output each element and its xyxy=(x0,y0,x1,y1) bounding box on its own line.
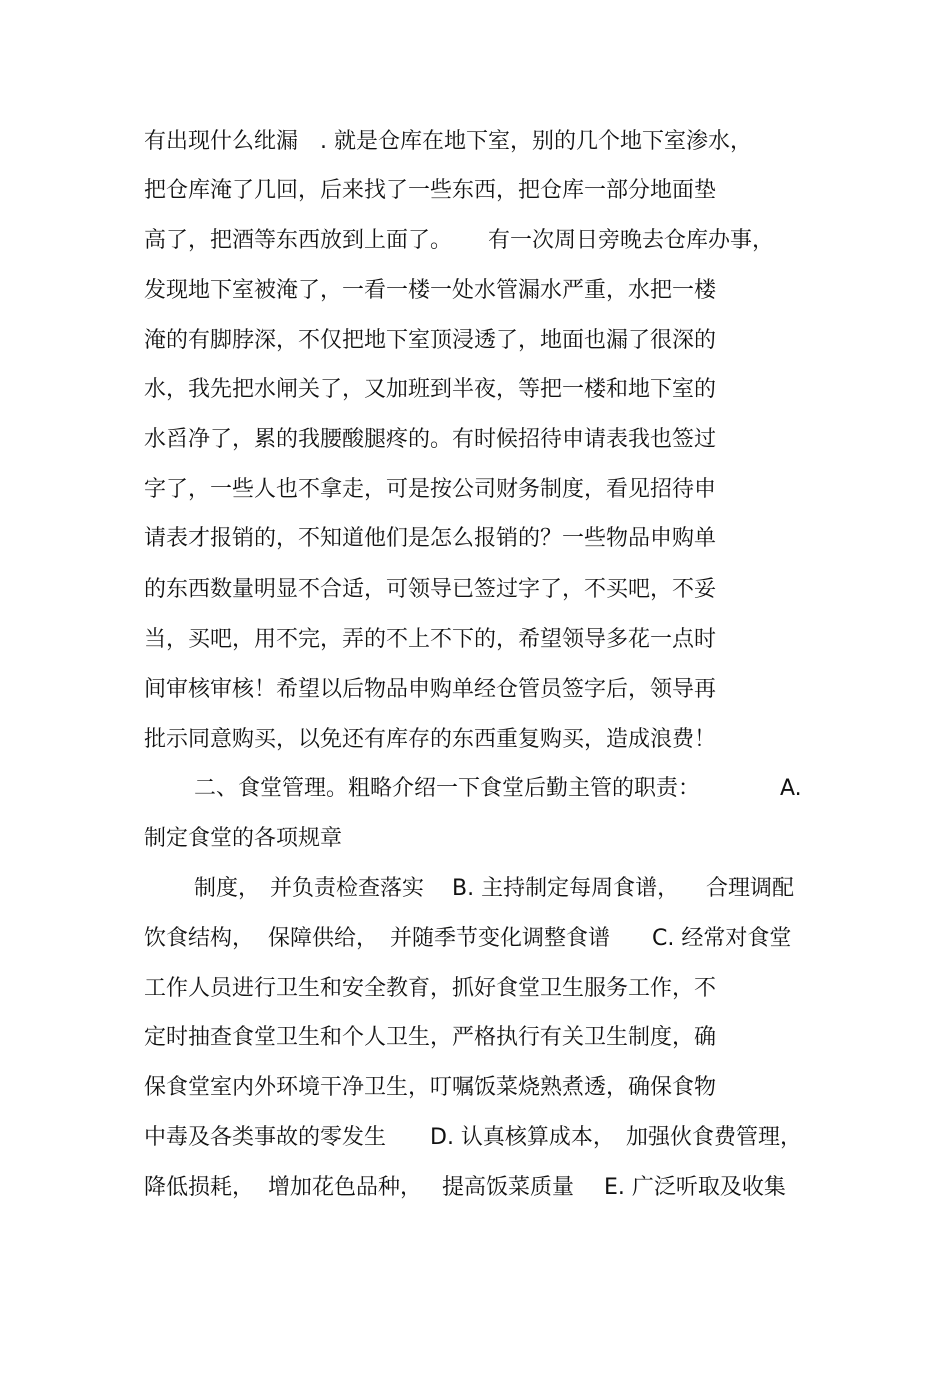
text-line xyxy=(0,1171,950,1205)
text-segment: 淹的有脚脖深，不仅把地下室顶浸透了，地面也漏了很深的 xyxy=(144,328,717,353)
text-line xyxy=(0,373,950,407)
text-segment: D. 认真核算成本， xyxy=(430,1125,615,1150)
text-segment: 加强伙食费管理， xyxy=(626,1125,803,1150)
text-segment: 发现地下室被淹了，一看一楼一处水管漏水严重，水把一楼 xyxy=(144,278,717,303)
text-segment: 字了，一些人也不拿走，可是按公司财务制度，看见招待申 xyxy=(144,477,717,502)
text-segment: 中毒及各类事故的零发生 xyxy=(144,1125,387,1150)
text-line xyxy=(0,822,950,856)
text-line xyxy=(0,1071,950,1105)
text-line xyxy=(0,423,950,457)
text-line xyxy=(0,125,950,159)
text-segment: 保障供给， xyxy=(268,926,379,951)
text-segment: 工作人员进行卫生和安全教育，抓好食堂卫生服务工作，不 xyxy=(144,976,717,1001)
text-line xyxy=(0,872,950,906)
text-segment: . 就是仓库在地下室，别的几个地下室渗水， xyxy=(320,129,752,154)
text-segment: 提高饭菜质量 xyxy=(442,1175,575,1200)
text-line xyxy=(0,922,950,956)
text-line xyxy=(0,573,950,607)
text-segment: 二、食堂管理。粗略介绍一下食堂后勤主管的职责： xyxy=(194,776,701,801)
text-segment: 的东西数量明显不合适，可领导已签过字了，不买吧，不妥 xyxy=(144,577,717,602)
text-segment: E. 广泛听取及收集 xyxy=(604,1175,786,1200)
text-segment: 有出现什么纰漏 xyxy=(144,129,299,154)
text-line xyxy=(0,772,950,806)
text-segment: 把仓库淹了几回，后来找了一些东西，把仓库一部分地面垫 xyxy=(144,178,717,203)
text-segment: 高了，把酒等东西放到上面了。 xyxy=(144,228,453,253)
text-segment: 定时抽查食堂卫生和个人卫生，严格执行有关卫生制度，确 xyxy=(144,1025,717,1050)
text-line xyxy=(0,1121,950,1155)
text-segment: 批示同意购买，以免还有库存的东西重复购买，造成浪费！ xyxy=(144,727,717,752)
text-segment: 增加花色品种， xyxy=(268,1175,423,1200)
text-line xyxy=(0,1021,950,1055)
text-line xyxy=(0,673,950,707)
text-line xyxy=(0,522,950,556)
text-segment: C. 经常对食堂 xyxy=(652,926,792,951)
text-segment: 饮食结构， xyxy=(144,926,255,951)
text-segment: 制定食堂的各项规章 xyxy=(144,826,343,851)
text-segment: 合理调配 xyxy=(706,876,795,901)
text-segment: 水舀净了，累的我腰酸腿疼的。有时候招待申请表我也签过 xyxy=(144,427,717,452)
text-line xyxy=(0,723,950,757)
text-line xyxy=(0,224,950,258)
text-segment: 保食堂室内外环境干净卫生，叮嘱饭菜烧熟煮透，确保食物 xyxy=(144,1075,717,1100)
text-segment: A. xyxy=(780,776,802,801)
text-segment: 并随季节变化调整食谱 xyxy=(390,926,611,951)
text-line xyxy=(0,473,950,507)
text-line xyxy=(0,623,950,657)
text-segment: 请表才报销的，不知道他们是怎么报销的？一些物品申购单 xyxy=(144,526,717,551)
text-segment: 间审核审核！希望以后物品申购单经仓管员签字后，领导再 xyxy=(144,677,717,702)
text-segment: 并负责检查落实 xyxy=(270,876,425,901)
text-segment: 水，我先把水闸关了，又加班到半夜，等把一楼和地下室的 xyxy=(144,377,717,402)
text-line xyxy=(0,324,950,358)
text-segment: 有一次周日旁晚去仓库办事， xyxy=(488,228,775,253)
text-line xyxy=(0,972,950,1006)
text-line xyxy=(0,174,950,208)
text-line xyxy=(0,274,950,308)
text-segment: 当，买吧，用不完，弄的不上不下的，希望领导多花一点时 xyxy=(144,627,717,652)
text-segment: B. 主持制定每周食谱， xyxy=(452,876,680,901)
text-segment: 制度， xyxy=(194,876,261,901)
text-segment: 降低损耗， xyxy=(144,1175,255,1200)
